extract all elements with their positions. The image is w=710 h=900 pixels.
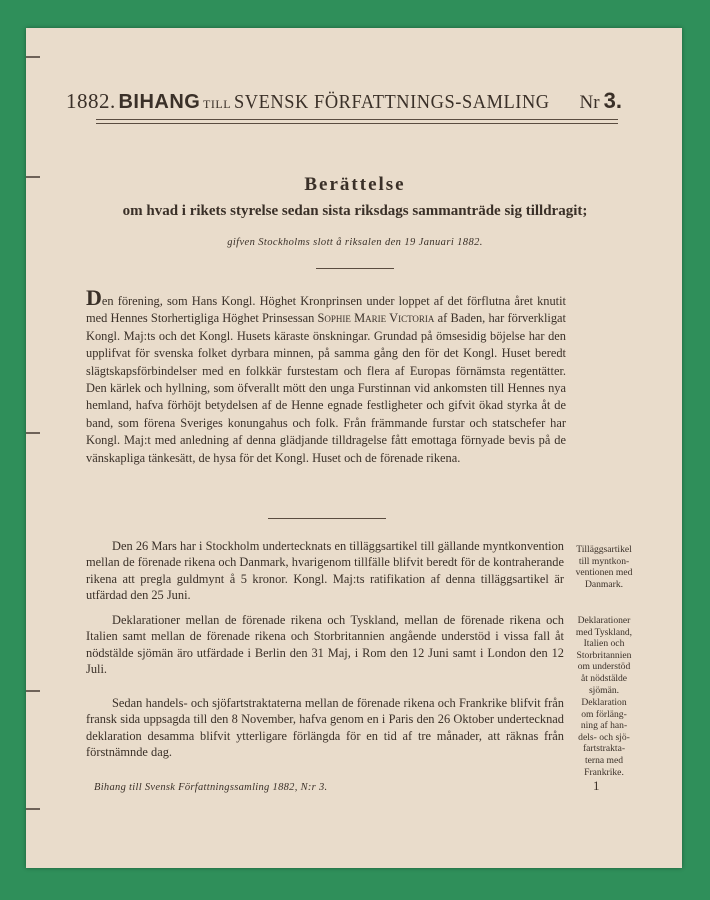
section-divider — [268, 518, 386, 519]
header-series-title: SVENSK FÖRFATTNINGS-SAMLING — [233, 91, 550, 113]
header-rule — [96, 123, 618, 124]
header-nr-label: Nr — [579, 92, 600, 113]
margin-note-line: Danmark. — [584, 578, 624, 590]
margin-note-line: Tilläggsartikel — [576, 544, 632, 555]
margin-note-deklarationer — [566, 615, 642, 696]
margin-note-line: om understöd — [577, 661, 631, 673]
princess-name: Sophie Marie Victoria — [317, 311, 435, 326]
margin-note-line: Storbritannien — [576, 649, 632, 661]
margin-note-line: med Tyskland, — [575, 626, 633, 638]
header-number — [580, 88, 622, 114]
margin-note-danmark — [566, 544, 642, 590]
margin-note-line: Frankrike. — [584, 766, 624, 778]
header-rule — [96, 119, 618, 120]
margin-note-line: ning af han- — [580, 720, 628, 732]
margin-note-line: Italien och — [583, 638, 625, 650]
dateline: gifven Stockholms slott å riksalen den 19 Januari 1882. — [227, 237, 483, 248]
header-number-value: 3. — [603, 88, 622, 113]
header-till: TILL — [203, 97, 232, 111]
margin-note-line: sjömän. — [588, 684, 620, 696]
binding-mark — [26, 808, 40, 810]
paragraph-deklarationer: Deklarationer mellan de förenade rikena och Tyskland, mellan de förenade rikena och Italien samt mellan de förenade rikena och Storbritannien angående understöd i vissa fall åt nödstälde sjömän äro utfärdade i Berlin den 31 Maj, i Rom den 12 Juni samt i London den 12 Juli. — [86, 613, 564, 677]
intro-text-part1: en förening, som Hans Kongl. Höghet Kronprinsen under loppet af det förflutna året knutit med Hennes Storhertigliga Höghet Prinsessan — [86, 294, 566, 326]
document-subtitle: om hvad i rikets styrelse sedan sista riksdags sammanträde sig tilldragit; — [122, 203, 588, 219]
margin-note-line: till myntkon- — [578, 555, 630, 567]
binding-mark — [26, 56, 40, 58]
page-number: 1 — [593, 778, 600, 793]
paragraph-myntkonvention: Den 26 Mars har i Stockholm undertecknats en tilläggsartikel till gällande myntkonvention mellan de förenade rikena och Danmark, hvarigenom tillfälle blifvit beredt för de kontraherande rikena att pregla guldmynt å 5 kronor. Kongl. Maj:ts ratifikation af denna tilläggsartikel är utfärdad den 25 Juni. — [86, 539, 564, 603]
margin-note-line: om förläng- — [581, 708, 627, 720]
margin-note-frankrike — [566, 697, 642, 778]
footer-citation: Bihang till Svensk Författningssamling 1882, N:r 3. — [94, 782, 328, 793]
document-title: Berättelse — [304, 174, 406, 195]
intro-paragraph — [86, 285, 566, 467]
running-header — [66, 88, 622, 114]
intro-text-part2: af Baden, har förverkligat Kongl. Maj:ts och det Kongl. Husets käraste önskningar. Grundad på ömsesidig böjelse har den upplifvat för svenska folket dyrbara minnen, på samma gång den för det Kongl. Huset beredt slägtskapsförbindelser med en folkkär furstestam och flera af Europas förnämsta regentätter. Den kärlek och hyllning, som öfverallt mött den unga Furstinnan vid ankomsten till Hennes nya hemland, hafva förhöjt betydelsen af de Henne egnade festligheter och gifvit ökad styrka åt de band, som förena Sveriges konungahus och folk. Från främmande furstar och statschefer har Kongl. Maj:t med anledning af denna glädjande tilldragelse fått emottaga förnyade bevis på de vänskapliga tänkesätt, de hysa för det Kongl. Huset och de förenade rikena. — [86, 311, 566, 465]
margin-note-line: fartstrakta- — [582, 743, 626, 755]
dropcap: D — [86, 285, 102, 310]
margin-note-line: dels- och sjö- — [578, 731, 630, 743]
section-divider — [316, 268, 394, 269]
margin-note-line: Deklarationer — [577, 615, 631, 626]
margin-note-line: ventionen med — [575, 567, 633, 579]
binding-mark — [26, 690, 40, 692]
header-bihang: BIHANG — [118, 91, 201, 113]
margin-note-line: terna med — [584, 754, 624, 766]
header-year: 1882. — [66, 89, 116, 113]
margin-note-line: Deklaration — [581, 697, 627, 708]
binding-mark — [26, 432, 40, 434]
margin-note-line: åt nödstälde — [580, 672, 628, 684]
paragraph-frankrike: Sedan handels- och sjöfartstraktaterna mellan de förenade rikena och Frankrike blifvit från fransk sida uppsagda till den 8 November, hafva genom en i Paris den 26 Oktober undertecknad deklaration desamma blifvit ytterligare förlängda för en tid af tre månader, att räknas från förstnämnde dag. — [86, 696, 564, 760]
